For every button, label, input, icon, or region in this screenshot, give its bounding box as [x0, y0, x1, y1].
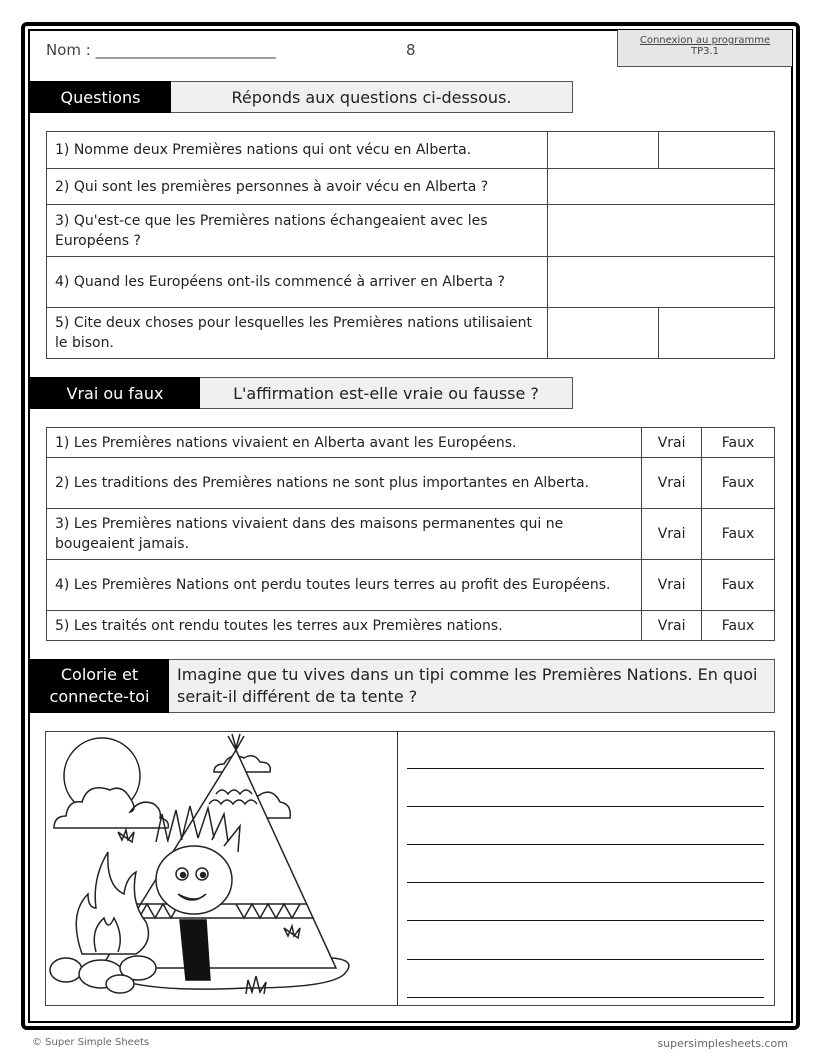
color-connect-label-line2: connecte-toi [49, 687, 150, 706]
false-option[interactable]: Faux [702, 509, 775, 560]
answer-cell[interactable] [548, 169, 775, 205]
name-field-label: Nom : ________________________ [46, 41, 276, 59]
curriculum-connection-box [617, 30, 792, 67]
campfire-icon [76, 852, 148, 954]
false-option[interactable]: Faux [702, 458, 775, 509]
statement-row [47, 611, 775, 641]
statement-text: 1) Les Premières nations vivaient en Alberta avant les Européens. [47, 428, 642, 458]
question-row [47, 169, 775, 205]
question-row [47, 257, 775, 308]
color-connect-label [30, 659, 169, 713]
true-false-table [46, 427, 775, 641]
statement-row [47, 428, 775, 458]
color-connect-instruction: Imagine que tu vives dans un tipi comme les Premières Nations. En quoi serait-il différent de ta tente ? [169, 659, 775, 713]
question-text: 1) Nomme deux Premières nations qui ont vécu en Alberta. [47, 132, 548, 169]
question-row [47, 308, 775, 359]
curriculum-code: TP3.1 [690, 46, 720, 57]
true-false-instruction: L'affirmation est-elle vraie ou fausse ? [200, 377, 573, 409]
child-face-icon [156, 846, 232, 914]
true-option[interactable]: Vrai [642, 509, 702, 560]
question-row [47, 132, 775, 169]
answer-cell[interactable] [548, 257, 775, 308]
statement-row [47, 509, 775, 560]
color-connect-label-line1: Colorie et [60, 665, 139, 684]
question-text: 4) Quand les Européens ont-ils commencé à arriver en Alberta ? [47, 257, 548, 308]
true-option[interactable]: Vrai [642, 611, 702, 641]
writing-line[interactable] [407, 882, 764, 883]
statement-text: 2) Les traditions des Premières nations ne sont plus importantes en Alberta. [47, 458, 642, 509]
writing-line[interactable] [407, 959, 764, 960]
answer-cell[interactable] [548, 205, 775, 257]
question-text: 3) Qu'est-ce que les Premières nations échangeaient avec les Européens ? [47, 205, 548, 257]
answer-cell[interactable] [659, 132, 775, 169]
answer-cell[interactable] [548, 308, 659, 359]
false-option[interactable]: Faux [702, 428, 775, 458]
answer-cell[interactable] [659, 308, 775, 359]
copyright-text: © Super Simple Sheets [32, 1037, 150, 1048]
statement-row [47, 458, 775, 509]
writing-line[interactable] [407, 997, 764, 998]
page-number: 8 [406, 41, 416, 59]
color-connect-section-header [30, 659, 775, 713]
true-option[interactable]: Vrai [642, 458, 702, 509]
false-option[interactable]: Faux [702, 611, 775, 641]
questions-section-header [30, 81, 573, 113]
curriculum-link[interactable]: Connexion au programme [639, 35, 771, 46]
tipi-door-icon [180, 920, 210, 980]
question-text: 5) Cite deux choses pour lesquelles les Premières nations utilisaient le bison. [47, 308, 548, 359]
true-option[interactable]: Vrai [642, 560, 702, 611]
statement-text: 3) Les Premières nations vivaient dans des maisons permanentes qui ne bougeaient jamais. [47, 509, 642, 560]
writing-area[interactable] [398, 732, 774, 1005]
writing-line[interactable] [407, 768, 764, 769]
true-option[interactable]: Vrai [642, 428, 702, 458]
writing-line[interactable] [407, 844, 764, 845]
statement-text: 4) Les Premières Nations ont perdu toutes leurs terres au profit des Européens. [47, 560, 642, 611]
true-false-label: Vrai ou faux [30, 377, 200, 409]
color-connect-box [45, 731, 775, 1006]
true-false-section-header [30, 377, 573, 409]
questions-table [46, 131, 775, 359]
statement-text: 5) Les traités ont rendu toutes les terres aux Premières nations. [47, 611, 642, 641]
question-text: 2) Qui sont les premières personnes à avoir vécu en Alberta ? [47, 169, 548, 205]
false-option[interactable]: Faux [702, 560, 775, 611]
questions-label: Questions [30, 81, 171, 113]
writing-line[interactable] [407, 920, 764, 921]
tipi-coloring-illustration[interactable] [46, 732, 398, 1005]
website-link[interactable]: supersimplesheets.com [657, 1037, 788, 1050]
questions-instruction: Réponds aux questions ci-dessous. [171, 81, 573, 113]
writing-line[interactable] [407, 806, 764, 807]
answer-cell[interactable] [548, 132, 659, 169]
question-row [47, 205, 775, 257]
statement-row [47, 560, 775, 611]
